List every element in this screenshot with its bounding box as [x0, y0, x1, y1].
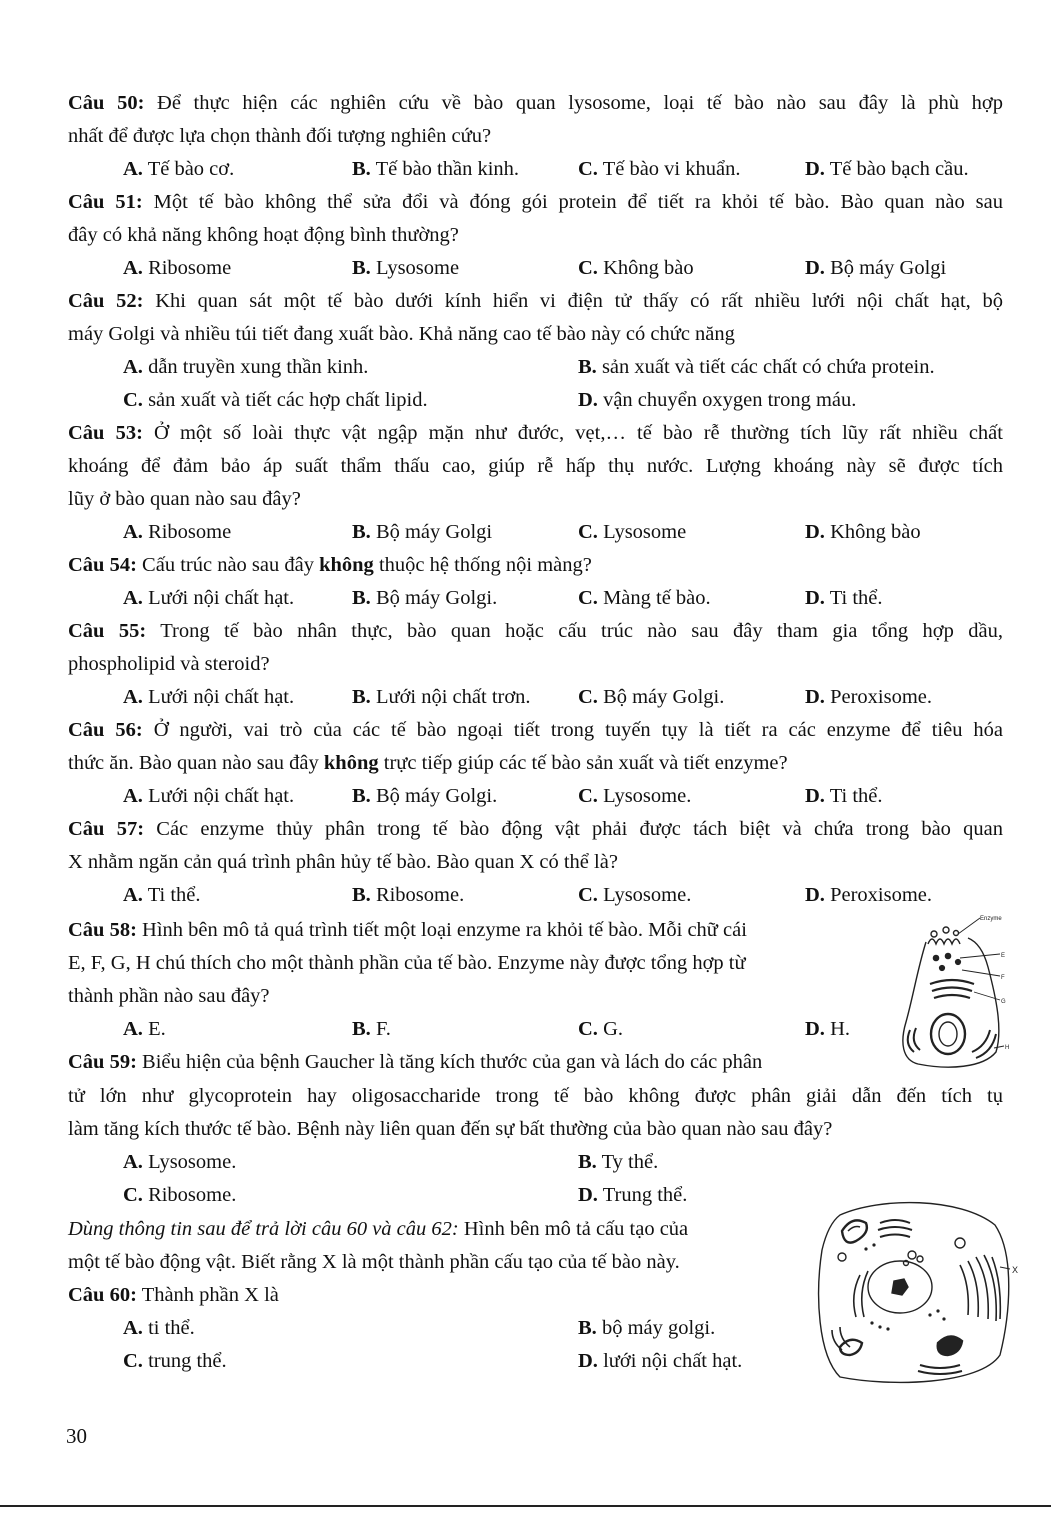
- q56-option-b-text: Bộ máy Golgi.: [375, 785, 498, 807]
- q53-option-d-text: Không bào: [830, 521, 921, 543]
- q51-stem-line2: đây có khả năng không hoạt động bình thường?: [68, 224, 459, 246]
- q55-option-a: [123, 685, 294, 709]
- q50-option-a-text: Tế bào cơ.: [147, 158, 235, 180]
- q54-stem: [68, 553, 592, 577]
- q54-option-b: [352, 586, 497, 610]
- q51-option-c: [578, 256, 694, 280]
- q51-stem-line1: [68, 190, 1003, 214]
- q52-option-c-letter: C.: [123, 389, 143, 411]
- q53-option-a-text: Ribosome: [148, 521, 232, 543]
- q53-option-d: [805, 520, 921, 544]
- q59-option-c-letter: C.: [123, 1184, 143, 1206]
- label-x: X: [1012, 1265, 1019, 1275]
- q51-option-c-text: Không bào: [603, 257, 694, 279]
- q54-option-d: [805, 586, 883, 610]
- q52-option-b: [578, 355, 935, 379]
- q52-option-a: [123, 355, 368, 379]
- q59-option-c: [123, 1183, 236, 1207]
- q56-option-c: [578, 784, 691, 808]
- q50-option-b: [352, 157, 519, 181]
- label-e: E: [1001, 953, 1006, 959]
- page-number: 30: [66, 1424, 87, 1448]
- q51-option-d: [805, 256, 946, 280]
- q51-option-c-letter: C.: [578, 257, 598, 279]
- q57-option-b-letter: B.: [352, 884, 371, 906]
- q60-option-b: [578, 1316, 715, 1340]
- q56-option-b-letter: B.: [352, 785, 371, 807]
- q55-option-c: [578, 685, 724, 709]
- q54-option-c-text: Màng tế bào.: [603, 587, 711, 609]
- q50-option-a: [123, 157, 234, 181]
- q52-stem-line1: [68, 289, 1003, 313]
- q51-option-d-letter: D.: [805, 257, 825, 279]
- q58-option-a-text: E.: [148, 1018, 166, 1040]
- q56-stem-line2: [68, 751, 788, 775]
- q50-option-c-letter: C.: [578, 158, 598, 180]
- q50-option-d-letter: D.: [805, 158, 825, 180]
- q55-option-d-text: Peroxisome.: [830, 686, 932, 708]
- q58-option-c: [578, 1017, 623, 1041]
- q56-text2-post: trực tiếp giúp các tế bào sản xuất và tiết enzyme?: [383, 752, 788, 774]
- q53-option-a: [123, 520, 231, 544]
- q52-label: Câu 52:: [68, 290, 144, 312]
- q56-label: Câu 56:: [68, 719, 143, 741]
- q59-option-b-letter: B.: [578, 1151, 597, 1173]
- q60-label: Câu 60:: [68, 1284, 137, 1306]
- bottom-border: [0, 1505, 1051, 1507]
- q59-option-a-text: Lysosome.: [148, 1151, 237, 1173]
- q59-option-b-text: Ty thể.: [601, 1151, 659, 1173]
- q58-option-c-letter: C.: [578, 1018, 598, 1040]
- q59-stem-line1: [68, 1050, 762, 1074]
- q60-option-a-text: ti thể.: [148, 1317, 195, 1339]
- q56-stem-line1: [68, 718, 1003, 742]
- q57-option-a-text: Ti thể.: [147, 884, 201, 906]
- q52-option-b-letter: B.: [578, 356, 597, 378]
- q58-option-a: [123, 1017, 166, 1041]
- q54-option-a-text: Lưới nội chất hạt.: [148, 587, 295, 609]
- secretory-vesicles-top: [928, 927, 960, 944]
- q56-option-a-letter: A.: [123, 785, 143, 807]
- q51-option-a-text: Ribosome: [148, 257, 232, 279]
- q52-text1: Khi quan sát một tế bào dưới kính hiển vi điện tử thấy có rất nhiều lưới nội chất hạt, bộ: [155, 290, 1003, 312]
- q55-stem-line2: phospholipid và steroid?: [68, 653, 270, 675]
- q51-option-a: [123, 256, 231, 280]
- q53-stem-line1: [68, 421, 1003, 445]
- q59-option-a: [123, 1150, 236, 1174]
- q53-option-c: [578, 520, 686, 544]
- q55-option-a-letter: A.: [123, 686, 143, 708]
- q56-option-c-letter: C.: [578, 785, 598, 807]
- q50-option-a-letter: A.: [123, 158, 143, 180]
- nucleus-h: [931, 1014, 965, 1054]
- q60-option-b-letter: B.: [578, 1317, 597, 1339]
- q60-option-c: [123, 1349, 227, 1373]
- q53-option-c-letter: C.: [578, 521, 598, 543]
- q53-text1: Ở một số loài thực vật ngập mặn như đước, vẹt,… tế bào rễ thường tích lũy rất nhiều chất: [154, 422, 1003, 444]
- q59-text1: Biểu hiện của bệnh Gaucher là tăng kích thước của gan và lách do các phân: [142, 1051, 763, 1073]
- q56-text1: Ở người, vai trò của các tế bào ngoại tiết trong tuyến tụy là tiết ra các enzyme để tiêu hóa: [153, 719, 1003, 741]
- q59-option-b: [578, 1150, 658, 1174]
- q52-option-a-text: dẫn truyền xung thần kinh.: [148, 356, 369, 378]
- q50-stem-line1: [68, 91, 1003, 115]
- q58-stem-line3: thành phần nào sau đây?: [68, 985, 270, 1007]
- q60-option-a-letter: A.: [123, 1317, 143, 1339]
- q58-option-b-text: F.: [375, 1018, 391, 1040]
- q60-option-d: [578, 1349, 742, 1373]
- q53-option-b: [352, 520, 492, 544]
- q54-text-bold: không: [319, 554, 374, 576]
- q51-text1: Một tế bào không thể sửa đổi và đóng gói protein để tiết ra khỏi tế bào. Bào quan nào sau: [153, 191, 1003, 213]
- q53-stem-line3: lũy ở bào quan nào sau đây?: [68, 488, 301, 510]
- q55-option-c-text: Bộ máy Golgi.: [603, 686, 725, 708]
- q54-option-b-text: Bộ máy Golgi.: [375, 587, 498, 609]
- q51-option-d-text: Bộ máy Golgi: [830, 257, 947, 279]
- q59-option-d: [578, 1183, 687, 1207]
- q56-option-d-letter: D.: [805, 785, 825, 807]
- q55-label: Câu 55:: [68, 620, 147, 642]
- q55-option-b-letter: B.: [352, 686, 371, 708]
- q58-stem-line1: [68, 918, 747, 942]
- q52-option-c-text: sản xuất và tiết các hợp chất lipid.: [148, 389, 428, 411]
- q55-option-d: [805, 685, 932, 709]
- q51-option-b-letter: B.: [352, 257, 371, 279]
- q52-option-c: [123, 388, 428, 412]
- q50-text1: Để thực hiện các nghiên cứu về bào quan lysosome, loại tế bào nào sau đây là phù hợp: [157, 92, 1003, 114]
- q54-option-c-letter: C.: [578, 587, 598, 609]
- q57-option-b: [352, 883, 464, 907]
- q56-option-c-text: Lysosome.: [603, 785, 692, 807]
- q56-option-d-text: Ti thể.: [829, 785, 883, 807]
- q54-text-post: thuộc hệ thống nội màng?: [378, 554, 592, 576]
- q53-stem-line2: khoáng để đảm bảo áp suất thẩm thấu cao, giúp rễ hấp thụ nước. Lượng khoáng này sẽ được tích: [68, 455, 1003, 477]
- nucleus: [868, 1261, 932, 1313]
- q51-option-b: [352, 256, 459, 280]
- q50-option-d-text: Tế bào bạch cầu.: [829, 158, 969, 180]
- info60-rest: Hình bên mô tả cấu tạo của: [463, 1218, 689, 1240]
- q50-option-d: [805, 157, 969, 181]
- animal-cell-figure: [810, 1195, 1025, 1390]
- q50-stem-line2: nhất để được lựa chọn thành đối tượng nghiên cứu?: [68, 125, 492, 147]
- q53-option-d-letter: D.: [805, 521, 825, 543]
- q52-option-d: [578, 388, 856, 412]
- q56-option-b: [352, 784, 497, 808]
- q50-option-b-text: Tế bào thần kinh.: [375, 158, 520, 180]
- label-f: F: [1001, 975, 1005, 981]
- q55-option-b-text: Lưới nội chất trơn.: [375, 686, 531, 708]
- q56-option-d: [805, 784, 883, 808]
- q54-option-c: [578, 586, 711, 610]
- q57-stem-line2: X nhằm ngăn cản quá trình phân hủy tế bào. Bào quan X có thể là?: [68, 851, 618, 873]
- q53-option-b-text: Bộ máy Golgi: [375, 521, 493, 543]
- q55-option-b: [352, 685, 531, 709]
- q53-option-a-letter: A.: [123, 521, 143, 543]
- q59-option-c-text: Ribosome.: [148, 1184, 237, 1206]
- q55-text1: Trong tế bào nhân thực, bào quan hoặc cấu trúc nào sau đây tham gia tổng hợp dầu,: [160, 620, 1003, 642]
- q59-stem-line2: tử lớn như glycoprotein hay oligosaccharide trong tế bào không được phân giải dẫn đến tích tụ: [68, 1085, 1003, 1107]
- q50-option-c: [578, 157, 740, 181]
- vesicles-e: [933, 953, 960, 970]
- q54-option-a-letter: A.: [123, 587, 143, 609]
- q50-option-b-letter: B.: [352, 158, 371, 180]
- q52-option-d-letter: D.: [578, 389, 598, 411]
- info60-italic: Dùng thông tin sau để trả lời câu 60 và câu 62:: [68, 1218, 459, 1240]
- q55-option-a-text: Lưới nội chất hạt.: [148, 686, 295, 708]
- q56-text2-pre: thức ăn. Bào quan nào sau đây: [68, 752, 319, 774]
- q60-option-a: [123, 1316, 195, 1340]
- info60-line2: một tế bào động vật. Biết rằng X là một thành phần cấu tạo của tế bào này.: [68, 1251, 680, 1273]
- q58-option-a-letter: A.: [123, 1018, 143, 1040]
- q57-stem-line1: [68, 817, 1003, 841]
- rough-er-x: [832, 1255, 1000, 1350]
- q55-stem-line1: [68, 619, 1003, 643]
- q59-option-a-letter: A.: [123, 1151, 143, 1173]
- q57-option-c-letter: C.: [578, 884, 598, 906]
- q51-option-b-text: Lysosome: [375, 257, 460, 279]
- q50-label: Câu 50:: [68, 92, 145, 114]
- q53-option-c-text: Lysosome: [603, 521, 687, 543]
- q58-option-b: [352, 1017, 391, 1041]
- q52-stem-line2: máy Golgi và nhiều túi tiết đang xuất bào. Khả năng cao tế bào này có chức năng: [68, 323, 735, 345]
- q54-option-d-letter: D.: [805, 587, 825, 609]
- q57-option-d-text: Peroxisome.: [830, 884, 932, 906]
- q51-option-a-letter: A.: [123, 257, 143, 279]
- q54-text-pre: Cấu trúc nào sau đây: [142, 554, 314, 576]
- q54-option-a: [123, 586, 294, 610]
- q59-option-d-letter: D.: [578, 1184, 598, 1206]
- q52-option-a-letter: A.: [123, 356, 143, 378]
- q56-option-a: [123, 784, 294, 808]
- label-enzyme: Enzyme: [980, 916, 1002, 922]
- q53-option-b-letter: B.: [352, 521, 371, 543]
- q54-option-d-text: Ti thể.: [829, 587, 883, 609]
- q57-text1: Các enzyme thủy phân trong tế bào động vật phải được tách biệt và chứa trong bào quan: [156, 818, 1004, 840]
- q58-label: Câu 58:: [68, 919, 137, 941]
- q58-option-d-text: H.: [830, 1018, 850, 1040]
- q57-option-c: [578, 883, 691, 907]
- q60-option-d-text: lưới nội chất hạt.: [603, 1350, 743, 1372]
- q51-label: Câu 51:: [68, 191, 143, 213]
- q59-label: Câu 59:: [68, 1051, 137, 1073]
- q55-option-c-letter: C.: [578, 686, 598, 708]
- q57-option-a: [123, 883, 201, 907]
- q57-option-b-text: Ribosome.: [375, 884, 465, 906]
- q57-option-d: [805, 883, 932, 907]
- q60-option-c-text: trung thể.: [148, 1350, 227, 1372]
- q58-option-b-letter: B.: [352, 1018, 371, 1040]
- q55-option-d-letter: D.: [805, 686, 825, 708]
- q56-text2-bold: không: [323, 752, 379, 774]
- q60-text: Thành phần X là: [141, 1284, 279, 1306]
- q52-option-d-text: vận chuyển oxygen trong máu.: [603, 389, 857, 411]
- q58-text1: Hình bên mô tả quá trình tiết một loại enzyme ra khỏi tế bào. Mỗi chữ cái: [142, 919, 747, 941]
- label-g: G: [1001, 999, 1006, 1005]
- q60-stem: [68, 1283, 279, 1307]
- q58-option-d-letter: D.: [805, 1018, 825, 1040]
- q54-label: Câu 54:: [68, 554, 137, 576]
- label-h: H: [1005, 1045, 1010, 1051]
- q54-option-b-letter: B.: [352, 587, 371, 609]
- info60-line1: [68, 1217, 688, 1241]
- q59-option-d-text: Trung thể.: [602, 1184, 688, 1206]
- q60-option-c-letter: C.: [123, 1350, 143, 1372]
- q57-option-d-letter: D.: [805, 884, 825, 906]
- q59-stem-line3: làm tăng kích thước tế bào. Bệnh này liên quan đến sự bất thường của bào quan nào sau đây?: [68, 1118, 833, 1140]
- q57-label: Câu 57:: [68, 818, 145, 840]
- q58-option-d: [805, 1017, 850, 1041]
- q50-option-c-text: Tế bào vi khuẩn.: [602, 158, 741, 180]
- q60-option-b-text: bộ máy golgi.: [601, 1317, 716, 1339]
- q57-option-c-text: Lysosome.: [603, 884, 692, 906]
- q56-option-a-text: Lưới nội chất hạt.: [148, 785, 295, 807]
- q58-option-c-text: G.: [603, 1018, 623, 1040]
- q58-stem-line2: E, F, G, H chú thích cho một thành phần của tế bào. Enzyme này được tổng hợp từ: [68, 952, 746, 974]
- q53-label: Câu 53:: [68, 422, 143, 444]
- q57-option-a-letter: A.: [123, 884, 143, 906]
- q60-option-d-letter: D.: [578, 1350, 598, 1372]
- golgi-g: [930, 980, 974, 998]
- secretion-cell-figure: [888, 912, 1013, 1072]
- q52-option-b-text: sản xuất và tiết các chất có chứa protein.: [601, 356, 935, 378]
